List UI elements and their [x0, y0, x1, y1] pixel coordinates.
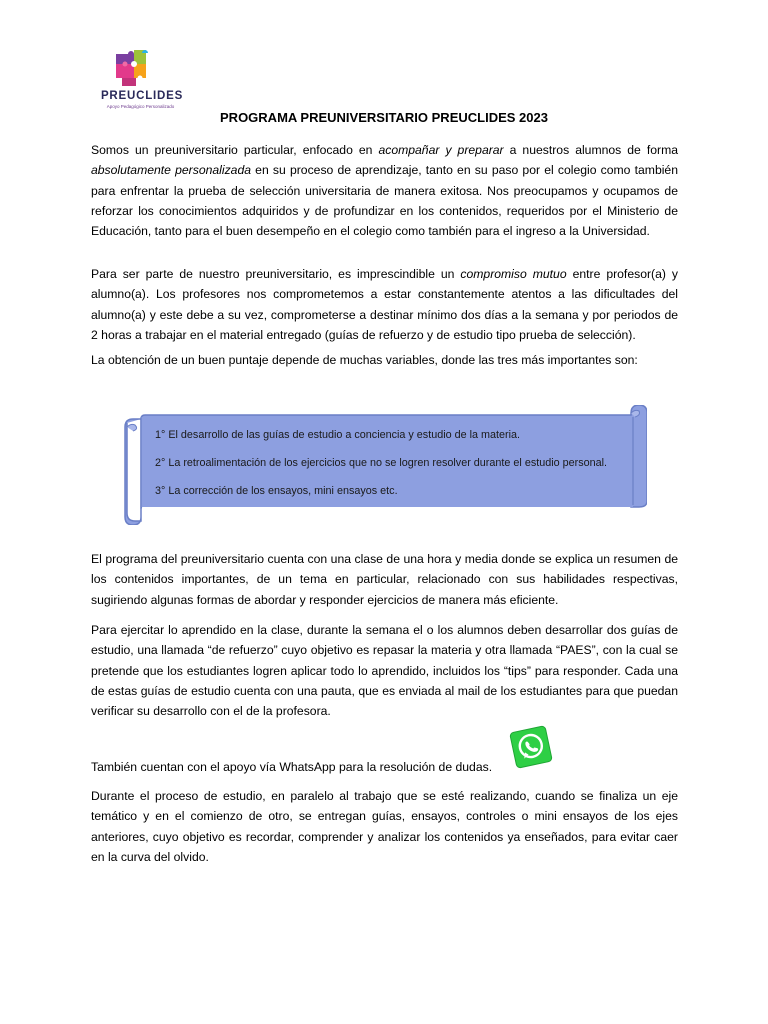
preuclides-logo [88, 40, 188, 114]
exercise-text: Para ejercitar lo aprendido en la clase, durante la semana el o los alumnos deben desarrollar dos guías de estudio, una llamada “de refuerzo” cuyo objetivo es repasar la materia y otra llamada “PAES”, con la cual se pretende que los estudiantes logren aplicar todo lo aprendido, incluidos los “tips” para responder. Cada una de estas guías de estudio cuenta con una pauta, que es enviada al mail de los estudiantes para que puedan verificar su desarrollo con el de la profesora. [91, 623, 678, 719]
intro-emphasis-1: acompañar y preparar [378, 143, 504, 157]
key-point-item: 2° La retroalimentación de los ejercicios que no se logren resolver durante el estudio personal. [155, 457, 608, 469]
key-point-item: 3° La corrección de los ensayos, mini ensayos etc. [155, 485, 398, 497]
review-text: Durante el proceso de estudio, en paralelo al trabajo que se esté realizando, cuando se finaliza un eje temático y en el comienzo de otro, se entregan guías, ensayos, controles o mini ensayos de los ejes anteriores, cuyo objetivo es recordar, comprender y analizar los contenidos ya enseñados, para evitar caer en la curva del olvido. [91, 789, 678, 864]
key-point-item: 1° El desarrollo de las guías de estudio a conciencia y estudio de la materia. [155, 429, 521, 441]
document-title: PROGRAMA PREUNIVERSITARIO PREUCLIDES 2023 [220, 110, 548, 125]
program-text: El programa del preuniversitario cuenta con una clase de una hora y media donde se explica un resumen de los contenidos importantes, de un tema en particular, relacionado con sus habilidades respectivas, sugiriendo algunas formas de abordar y responder ejercicios de manera más eficiente. [91, 552, 678, 607]
key-points-list [155, 425, 635, 509]
logo-name: PREUCLIDES [100, 90, 184, 102]
puzzle-logo-icon [112, 44, 152, 90]
intro-paragraph [91, 140, 678, 241]
commitment-text-1: Para ser parte de nuestro preuniversitario, es imprescindible un [91, 267, 461, 281]
variables-paragraph [91, 350, 691, 370]
variables-text: La obtención de un buen puntaje depende de muchas variables, donde las tres más importantes son: [91, 353, 638, 367]
whatsapp-text: También cuentan con el apoyo vía WhatsApp para la resolución de dudas. [91, 760, 493, 774]
whatsapp-paragraph [91, 757, 678, 777]
intro-emphasis-2: absolutamente personalizada [91, 163, 252, 178]
intro-text-3: en su proceso de aprendizaje, tanto en su paso por el colegio como también para enfrentar la prueba de selección universitaria de manera exitosa. Nos preocupamos y ocupamos de reforzar los conocimientos adquiridos y de profundizar en los contenidos, requeridos por el Ministerio de Educación, tanto para el buen desempeño en el colegio como también para el ingreso a la Universidad. [91, 163, 678, 239]
exercise-paragraph [91, 620, 678, 721]
review-paragraph [91, 786, 678, 867]
intro-text-1: Somos un preuniversitario particular, enfocado en [91, 143, 379, 157]
intro-text-2: a nuestros alumnos de forma [503, 143, 679, 157]
commitment-emphasis: compromiso mutuo [460, 267, 567, 281]
key-points-scroll [119, 405, 647, 525]
commitment-text-2: entre profesor(a) y alumno(a). Los profesores nos comprometemos a estar constantemente atentos a las dificultades del alumno(a) y este debe a su vez, comprometerse a destinar mínimo dos días a la semana y por periodos de 2 horas a trabajar en el material entregado (guías de refuerzo y de estudio tipo prueba de selección). [91, 267, 678, 342]
commitment-paragraph [91, 264, 678, 345]
logo-tagline: Apoyo Pedagógico Personalizado [106, 104, 175, 109]
program-paragraph [91, 549, 678, 610]
